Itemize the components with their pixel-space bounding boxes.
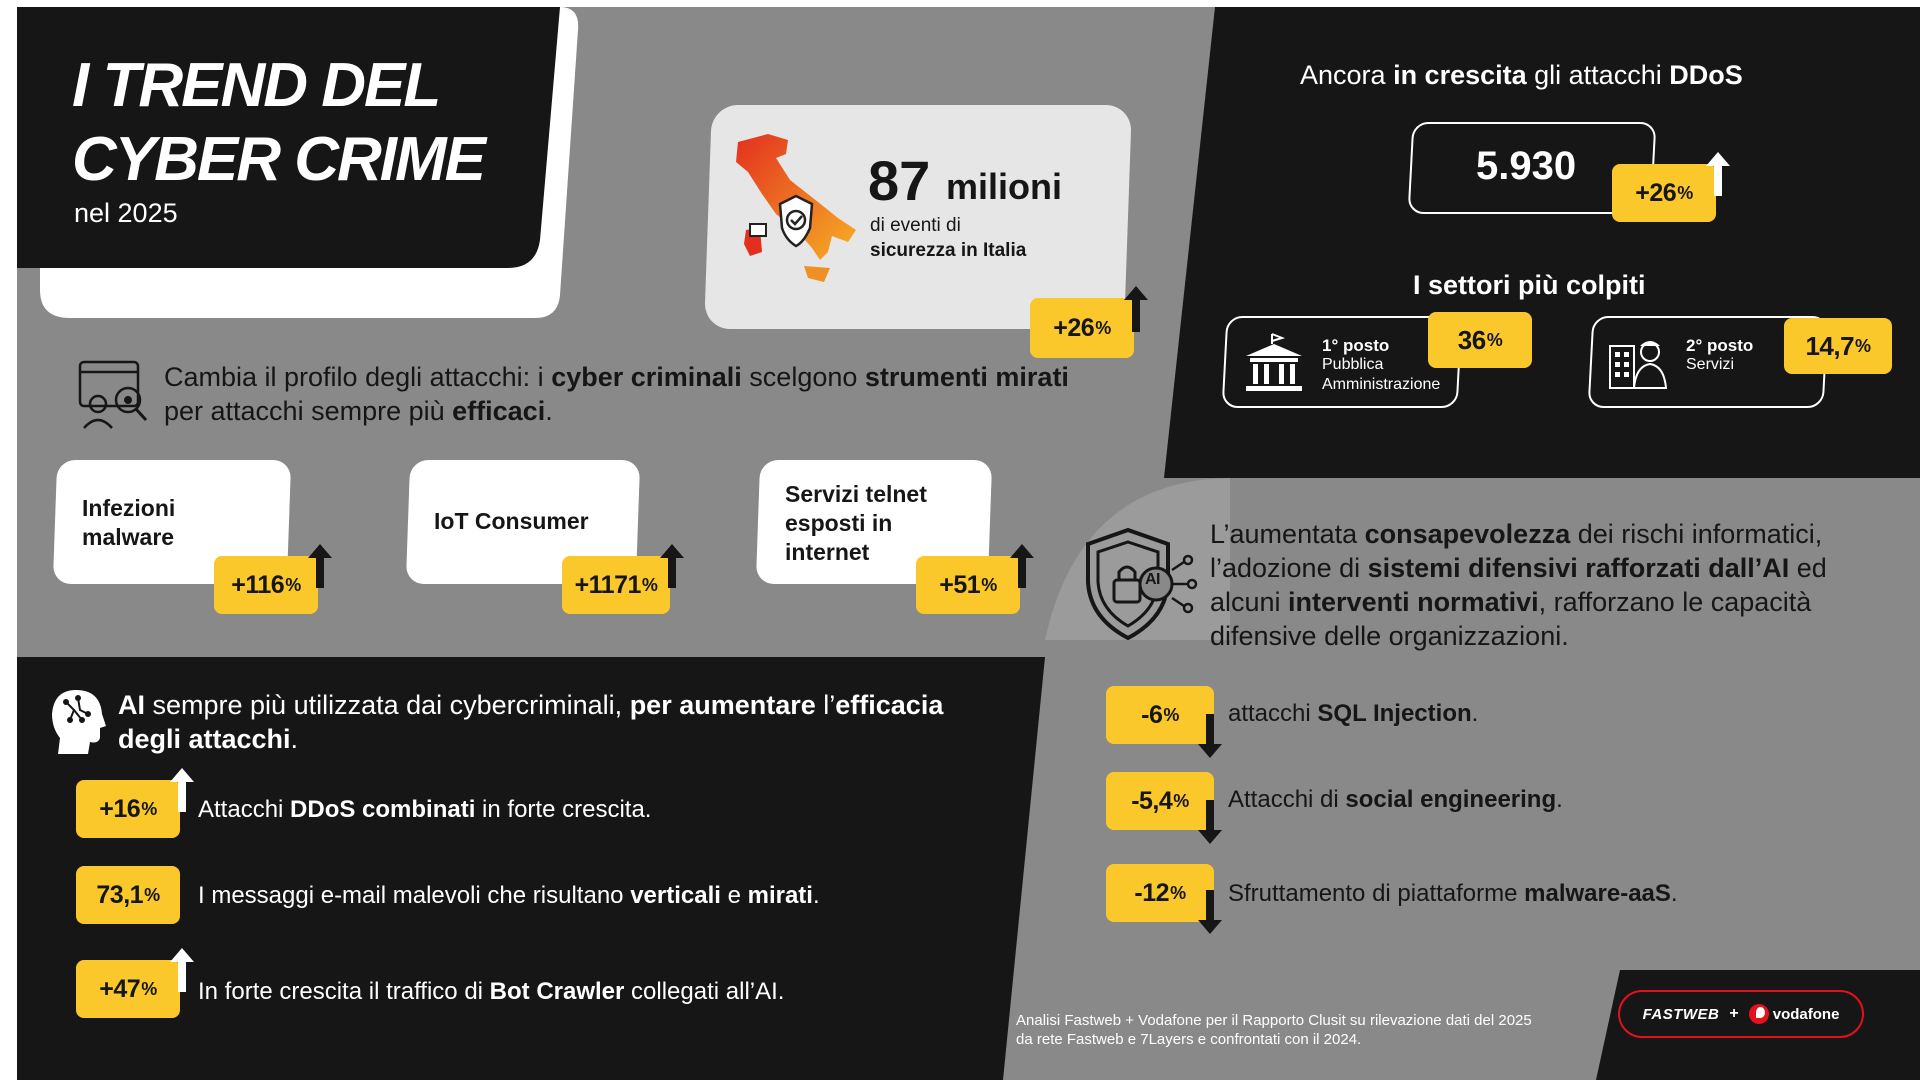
ddos-combined-text-2: in forte crescita. xyxy=(475,796,652,823)
ai-heading-text-1: sempre più utilizzata dai cybercriminali, xyxy=(145,690,630,720)
social-badge-unit: % xyxy=(1173,790,1189,811)
ddos-combined-value: +16 xyxy=(99,794,141,823)
social-bold: social engineering xyxy=(1345,786,1557,813)
arrow-up-icon xyxy=(168,946,196,994)
ai-heading-bold-2: per aumentare xyxy=(629,690,816,720)
email-badge xyxy=(76,866,180,924)
ddos-text-2: gli attacchi xyxy=(1526,60,1670,90)
iot-card-label: IoT Consumer xyxy=(434,508,589,534)
malware-aas-text-2: . xyxy=(1670,880,1678,907)
italy-map-icon xyxy=(728,132,868,292)
ddos-combined-bold: DDoS combinati xyxy=(290,796,476,823)
ai-brain-head-icon xyxy=(48,686,108,756)
vodafone-icon xyxy=(1749,1004,1769,1024)
email-text xyxy=(198,882,820,910)
arrow-up-icon xyxy=(1122,284,1150,334)
arrow-down-icon xyxy=(1196,712,1224,760)
email-bold-2: mirati xyxy=(747,882,813,909)
malware-badge-value: +116 xyxy=(231,570,285,599)
arrow-up-icon xyxy=(1008,542,1036,590)
sql-badge-unit: % xyxy=(1163,704,1179,725)
arrow-down-icon xyxy=(1196,798,1224,846)
italy-badge-unit: % xyxy=(1095,317,1111,338)
services-worker-icon xyxy=(1606,332,1670,392)
ddos-bold-2: DDoS xyxy=(1669,60,1743,90)
logo-plus: + xyxy=(1729,1005,1739,1022)
sql-bold: SQL Injection xyxy=(1317,700,1472,727)
title-subtitle: nel 2025 xyxy=(74,198,178,228)
arrow-up-icon xyxy=(168,766,196,814)
awareness-text-6: , rafforzano le capacità xyxy=(1538,587,1812,617)
awareness-text-3: l’adozione di xyxy=(1210,553,1368,583)
malware-aas-text-1: Sfruttamento di piattaforme xyxy=(1228,880,1525,907)
email-text-3: . xyxy=(812,882,820,909)
telnet-badge-unit: % xyxy=(981,574,997,595)
italy-number: 87 xyxy=(868,149,931,212)
bot-crawler-text-1: In forte crescita il traffico di xyxy=(198,978,490,1005)
ai-heading-text-2: l’ xyxy=(815,690,836,720)
partner-logos xyxy=(1618,990,1864,1038)
telnet-card-label: Servizi telnet esposti in internet xyxy=(785,481,927,565)
arrow-up-icon xyxy=(1704,150,1732,198)
sector-second-badge xyxy=(1784,318,1892,374)
malware-aas-text xyxy=(1228,880,1678,908)
ddos-value: 5.930 xyxy=(1476,144,1577,188)
social-text-1: Attacchi di xyxy=(1228,786,1346,813)
profile-bold-1: cyber criminali xyxy=(551,362,742,392)
bot-crawler-text-2: collegati all’AI. xyxy=(624,978,785,1005)
italy-badge xyxy=(1030,298,1134,358)
malware-aas-bold: malware-aaS xyxy=(1524,880,1671,907)
awareness-bold-1: consapevolezza xyxy=(1364,519,1571,549)
ddos-combined-badge xyxy=(76,780,180,838)
vodafone-logo: vodafone xyxy=(1772,1005,1840,1023)
bot-crawler-badge xyxy=(76,960,180,1018)
profile-text-2: scelgono xyxy=(741,362,865,392)
email-unit: % xyxy=(144,884,160,905)
ddos-bold-1: in crescita xyxy=(1393,60,1527,90)
iot-badge xyxy=(562,556,670,614)
sector-second-unit: % xyxy=(1855,335,1871,356)
bot-crawler-unit: % xyxy=(141,978,157,999)
malware-card-label: Infezioni malware xyxy=(82,495,176,550)
awareness-bold-3: interventi normativi xyxy=(1288,587,1539,617)
malware-aas-badge-unit: % xyxy=(1170,882,1186,903)
sql-badge-value: -6 xyxy=(1141,700,1163,729)
footer-note-1: Analisi Fastweb + Vodafone per il Rapporto Clusit su rilevazione dati del 2025 xyxy=(1016,1012,1532,1029)
iot-badge-unit: % xyxy=(641,574,658,595)
profile-text-4: . xyxy=(545,396,553,426)
sector-first-name-2: Amministrazione xyxy=(1322,376,1441,393)
bot-crawler-text xyxy=(198,978,784,1006)
ai-icon-label: AI xyxy=(1145,571,1160,588)
malware-aas-badge-value: -12 xyxy=(1134,878,1170,907)
title-line-2: CYBER CRIME xyxy=(72,125,485,194)
awareness-text-2: dei rischi informatici, xyxy=(1570,519,1823,549)
sector-second-value: 14,7 xyxy=(1805,330,1855,361)
government-building-icon xyxy=(1242,330,1306,394)
malware-badge xyxy=(214,556,318,614)
ddos-combined-text-1: Attacchi xyxy=(198,796,291,823)
ddos-combined-unit: % xyxy=(141,798,157,819)
awareness-text-1: L’aumentata xyxy=(1210,519,1365,549)
ddos-badge xyxy=(1612,164,1716,222)
profile-line-1 xyxy=(164,362,1069,393)
sectors-heading: I settori più colpiti xyxy=(1413,270,1646,300)
malware-badge-unit: % xyxy=(285,574,301,595)
awareness-bold-2: sistemi difensivi rafforzati dall’AI xyxy=(1367,553,1790,583)
sector-first-badge xyxy=(1428,312,1532,368)
profile-text-1: Cambia il profilo degli attacchi: i xyxy=(164,362,552,392)
ddos-text-1: Ancora xyxy=(1300,60,1394,90)
email-bold-1: verticali xyxy=(630,882,721,909)
sector-second-name: Servizi xyxy=(1686,356,1735,373)
email-text-1: I messaggi e-mail malevoli che risultano xyxy=(198,882,631,909)
ai-heading-line-1 xyxy=(118,690,943,721)
social-text-2: . xyxy=(1556,786,1563,813)
bot-crawler-bold: Bot Crawler xyxy=(489,978,625,1005)
email-text-2: e xyxy=(720,882,748,909)
footer-note-2: da rete Fastweb e 7Layers e confrontati con il 2024. xyxy=(1016,1031,1362,1048)
sector-first-value: 36 xyxy=(1457,324,1486,355)
awareness-text-4: ed xyxy=(1789,553,1827,583)
profile-line-2 xyxy=(164,396,553,427)
arrow-down-icon xyxy=(1196,888,1224,936)
sql-text xyxy=(1228,700,1478,728)
italy-desc-2: sicurezza in Italia xyxy=(870,240,1027,261)
social-text xyxy=(1228,786,1563,814)
bot-crawler-value: +47 xyxy=(99,974,141,1003)
arrow-up-icon xyxy=(306,542,334,590)
profile-bold-3: efficaci xyxy=(452,396,546,426)
sql-text-2: . xyxy=(1471,700,1479,727)
ddos-heading xyxy=(1300,60,1743,91)
sector-second-rank: 2° posto xyxy=(1686,336,1754,355)
ai-shield-lock-icon xyxy=(1080,526,1204,642)
telnet-badge xyxy=(916,556,1020,614)
ddos-combined-text xyxy=(198,796,651,824)
ai-heading-line-2 xyxy=(118,724,298,755)
profile-text-3: per attacchi sempre più xyxy=(164,396,453,426)
sector-first-unit: % xyxy=(1486,329,1503,350)
hacker-profile-icon xyxy=(76,358,152,430)
social-badge-value: -5,4 xyxy=(1131,786,1173,815)
italy-unit: milioni xyxy=(946,166,1062,207)
italy-desc-1: di eventi di xyxy=(870,215,961,236)
awareness-text-7: difensive delle organizzazioni. xyxy=(1210,621,1569,651)
ddos-badge-value: +26 xyxy=(1635,178,1677,207)
italy-badge-value: +26 xyxy=(1053,313,1095,342)
iot-badge-value: +1171 xyxy=(574,570,641,599)
email-value: 73,1 xyxy=(96,880,144,909)
sector-first-rank: 1° posto xyxy=(1322,336,1390,355)
sql-text-1: attacchi xyxy=(1228,700,1318,727)
arrow-up-icon xyxy=(658,542,686,590)
profile-bold-2: strumenti mirati xyxy=(864,362,1069,392)
ddos-badge-unit: % xyxy=(1677,182,1693,203)
sector-first-name-1: Pubblica xyxy=(1322,356,1384,373)
telnet-badge-value: +51 xyxy=(939,570,981,599)
ai-heading-bold-1: AI xyxy=(118,690,145,720)
ai-heading-text-3: . xyxy=(290,724,299,754)
awareness-text-5: alcuni xyxy=(1210,587,1289,617)
ai-heading-bold-3: efficacia xyxy=(835,690,944,720)
awareness-text xyxy=(1210,517,1900,653)
fastweb-logo: FASTWEB xyxy=(1642,1005,1720,1023)
title-line-1: I TREND DEL xyxy=(72,51,440,120)
ai-heading-bold-4: degli attacchi xyxy=(118,724,291,754)
